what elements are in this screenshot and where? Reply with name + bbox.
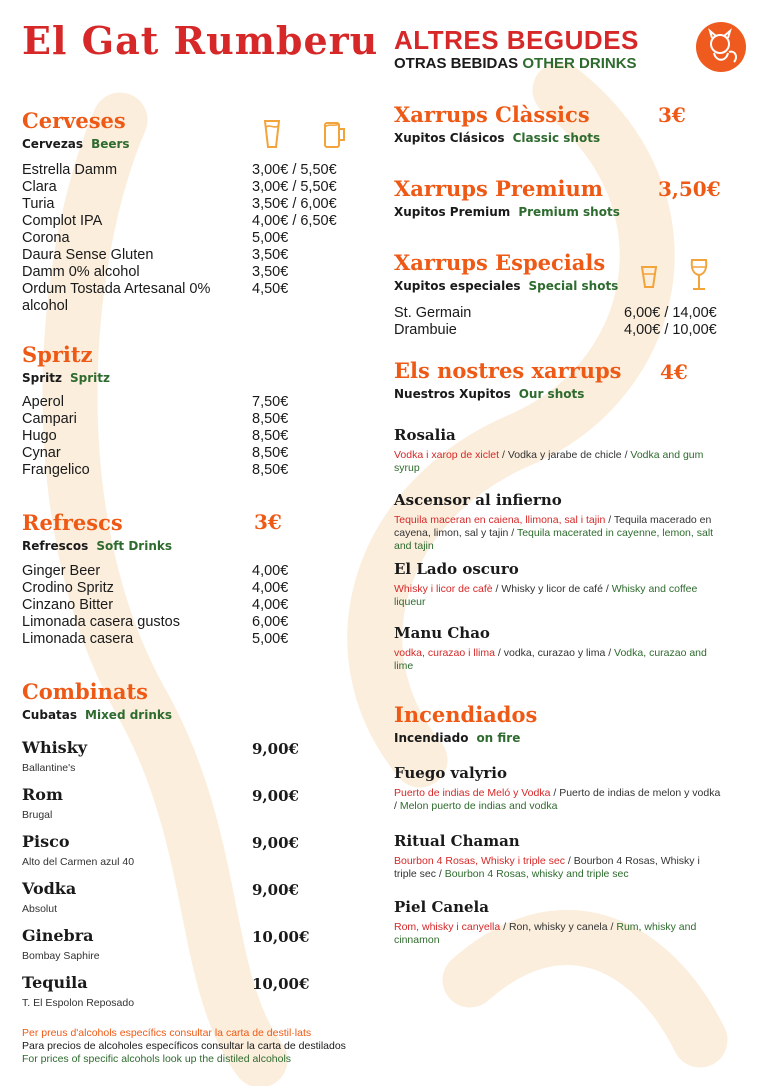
menu-item bbox=[22, 162, 362, 179]
separator: / bbox=[500, 921, 509, 933]
section-title: Incendiados bbox=[394, 702, 538, 727]
section-title: Refrescs bbox=[22, 510, 123, 535]
menu-item bbox=[394, 305, 728, 322]
menu-item-name: Cinzano Bitter bbox=[22, 597, 114, 613]
description-ca: Whisky i licor de cafè bbox=[394, 583, 493, 595]
menu-item-name: Hugo bbox=[22, 428, 57, 444]
menu-item bbox=[22, 230, 362, 247]
section-title: Xarrups Especials bbox=[394, 250, 606, 275]
menu-item-price: 8,50€ bbox=[252, 462, 289, 478]
description-es: Tequila macerado en cayena, limon, sal y tajin bbox=[394, 514, 712, 539]
menu-item-price: 8,50€ bbox=[252, 445, 289, 461]
description-ca: Puerto de indias de Meló y Vodka bbox=[394, 787, 551, 799]
section-subtitle-es: Cubatas bbox=[22, 708, 78, 722]
section-subtitle bbox=[394, 131, 600, 145]
section-title: Xarrups Premium bbox=[394, 176, 604, 201]
menu-item-price: 3,00€ / 5,50€ bbox=[252, 179, 337, 195]
drink-description bbox=[394, 583, 724, 609]
menu-item bbox=[22, 196, 362, 213]
section-especials bbox=[394, 250, 618, 293]
menu-item bbox=[22, 179, 362, 196]
drink-item bbox=[394, 898, 734, 958]
section-subtitle-en: Classic shots bbox=[512, 131, 601, 145]
section-refrescs bbox=[22, 510, 172, 553]
section-subtitle bbox=[394, 279, 618, 293]
section-spritz bbox=[22, 342, 110, 385]
drink-description bbox=[394, 647, 724, 673]
combo-item bbox=[22, 926, 362, 973]
section-cerveses bbox=[22, 108, 130, 151]
separator: / bbox=[564, 855, 574, 867]
description-ca: vodka, curazao i llima bbox=[394, 647, 495, 659]
menu-item bbox=[22, 411, 362, 428]
description-es: Ron, whisky y canela bbox=[508, 921, 608, 933]
section-nostres bbox=[394, 358, 622, 401]
drink-name: El Lado oscuro bbox=[394, 560, 519, 578]
section-subtitle-es: Xupitos especiales bbox=[394, 279, 521, 293]
menu-item-name: Crodino Spritz bbox=[22, 580, 114, 596]
separator: / bbox=[499, 449, 508, 461]
menu-item bbox=[22, 614, 362, 631]
menu-item bbox=[22, 563, 362, 580]
separator: / bbox=[492, 583, 502, 595]
menu-item-price: 4,00€ bbox=[252, 580, 289, 596]
menu-item-price: 4,00€ bbox=[252, 563, 289, 579]
menu-item bbox=[22, 597, 362, 614]
drink-name: Fuego valyrio bbox=[394, 764, 508, 782]
combo-price: 9,00€ bbox=[252, 787, 299, 805]
drink-item bbox=[394, 426, 734, 491]
section-subtitle-es: Cervezas bbox=[22, 137, 84, 151]
combo-price: 9,00€ bbox=[252, 834, 299, 852]
section-subtitle-en: Soft Drinks bbox=[96, 539, 172, 553]
menu-item-price: 3,00€ / 5,50€ bbox=[252, 162, 337, 178]
description-en: Melon puerto de indias and vodka bbox=[399, 800, 558, 812]
especials-list bbox=[394, 305, 728, 339]
combo-item bbox=[22, 973, 362, 1020]
section-premium bbox=[394, 176, 620, 219]
footer-note bbox=[22, 1027, 346, 1066]
menu-item-name: Damm 0% alcohol bbox=[22, 264, 140, 280]
drink-name: Rosalia bbox=[394, 426, 456, 444]
combo-brand: Alto del Carmen azul 40 bbox=[22, 856, 135, 868]
menu-item-name: Daura Sense Gluten bbox=[22, 247, 154, 263]
page-header bbox=[394, 26, 639, 72]
section-classics bbox=[394, 102, 600, 145]
combo-brand: Absolut bbox=[22, 903, 58, 915]
separator: / bbox=[394, 800, 400, 812]
menu-item-name: Drambuie bbox=[394, 322, 457, 338]
section-combinats bbox=[22, 679, 172, 722]
menu-item bbox=[22, 247, 362, 264]
separator: / bbox=[436, 868, 445, 880]
section-subtitle-en: Mixed drinks bbox=[85, 708, 173, 722]
menu-item-price: 3,50€ / 6,00€ bbox=[252, 196, 337, 212]
menu-item-name: Limonada casera gustos bbox=[22, 614, 180, 630]
section-subtitle-en: Our shots bbox=[518, 387, 585, 401]
menu-item-name: Cynar bbox=[22, 445, 61, 461]
drink-name: Ascensor al infierno bbox=[394, 491, 562, 509]
section-subtitle bbox=[22, 137, 130, 151]
section-subtitle bbox=[22, 539, 172, 553]
drink-description bbox=[394, 921, 724, 947]
separator: / bbox=[508, 527, 517, 539]
description-en: Tequila macerated in cayenne, lemon, salt and tajin bbox=[394, 527, 714, 552]
section-title: Cerveses bbox=[22, 108, 126, 133]
section-subtitle bbox=[394, 387, 622, 401]
separator: / bbox=[607, 921, 617, 933]
section-price: 3€ bbox=[254, 510, 282, 534]
menu-item-name: Aperol bbox=[22, 394, 64, 410]
menu-item-price: 6,00€ / 14,00€ bbox=[624, 305, 717, 321]
menu-item-price: 8,50€ bbox=[252, 411, 289, 427]
drink-description bbox=[394, 855, 724, 881]
drink-description bbox=[394, 449, 724, 475]
description-en: Bourbon 4 Rosas, whisky and triple sec bbox=[444, 868, 629, 880]
separator: / bbox=[621, 449, 631, 461]
drink-name: Ritual Chaman bbox=[394, 832, 520, 850]
drink-item bbox=[394, 624, 734, 684]
description-ca: Bourbon 4 Rosas, Whisky i triple sec bbox=[394, 855, 565, 867]
description-es: Puerto de indias de melon y vodka bbox=[559, 787, 721, 799]
section-title: Els nostres xarrups bbox=[394, 358, 622, 383]
combo-brand: Bombay Saphire bbox=[22, 950, 100, 962]
page-title: ALTRES BEGUDES bbox=[394, 25, 639, 55]
drink-item bbox=[394, 832, 734, 898]
description-ca: Rom, whisky i canyella bbox=[394, 921, 501, 933]
combo-item bbox=[22, 879, 362, 926]
menu-item bbox=[22, 264, 362, 281]
drink-name: Piel Canela bbox=[394, 898, 489, 916]
page-subtitle-en: OTHER DRINKS bbox=[522, 55, 637, 72]
combinats-list bbox=[22, 738, 362, 1020]
menu-item-price: 6,00€ bbox=[252, 614, 289, 630]
menu-item-name: Frangelico bbox=[22, 462, 90, 478]
menu-item bbox=[394, 322, 728, 339]
menu-item bbox=[22, 281, 362, 315]
shot-glass-icon bbox=[640, 264, 658, 290]
cerveses-list bbox=[22, 162, 362, 315]
menu-item-name: Limonada casera bbox=[22, 631, 134, 647]
combo-price: 10,00€ bbox=[252, 975, 310, 993]
description-ca: Vodka i xarop de xiclet bbox=[394, 449, 500, 461]
combo-name: Tequila bbox=[22, 973, 88, 992]
menu-item-name: Ordum Tostada Artesanal 0% alcohol bbox=[22, 281, 211, 314]
combo-name: Rom bbox=[22, 785, 63, 804]
menu-item-price: 7,50€ bbox=[252, 394, 289, 410]
beer-mug-icon bbox=[322, 118, 348, 150]
description-en: Rum, whisky and cinnamon bbox=[394, 921, 697, 946]
menu-item bbox=[22, 213, 362, 230]
incendiados-list bbox=[394, 764, 734, 958]
combo-price: 9,00€ bbox=[252, 740, 299, 758]
drink-description bbox=[394, 514, 724, 553]
menu-item-price: 5,00€ bbox=[252, 631, 289, 647]
combo-item bbox=[22, 785, 362, 832]
combo-item bbox=[22, 832, 362, 879]
drink-item bbox=[394, 560, 734, 624]
footer-note-en: For prices of specific alcohols look up the distiled alcohols bbox=[22, 1053, 292, 1065]
drink-item bbox=[394, 491, 734, 560]
spritz-list bbox=[22, 394, 362, 479]
footer-note-es: Para precios de alcoholes específicos consultar la carta de destilados bbox=[22, 1040, 346, 1052]
menu-item-price: 5,00€ bbox=[252, 230, 289, 246]
section-subtitle-es: Xupitos Premium bbox=[394, 205, 511, 219]
description-en: Whisky and coffee liqueur bbox=[394, 583, 698, 608]
menu-item-name: Corona bbox=[22, 230, 70, 246]
section-price: 4€ bbox=[660, 360, 688, 384]
menu-item-name: Campari bbox=[22, 411, 77, 427]
combo-brand: Brugal bbox=[22, 809, 53, 821]
menu-item bbox=[22, 445, 362, 462]
combo-name: Ginebra bbox=[22, 926, 94, 945]
page-subtitle bbox=[394, 55, 639, 72]
section-subtitle-en: Special shots bbox=[528, 279, 619, 293]
menu-item-price: 3,50€ bbox=[252, 247, 289, 263]
page-subtitle-es: OTRAS BEBIDAS bbox=[394, 55, 519, 72]
menu-item-name: St. Germain bbox=[394, 305, 472, 321]
separator: / bbox=[605, 647, 615, 659]
section-title: Xarrups Clàssics bbox=[394, 102, 590, 127]
menu-item bbox=[22, 580, 362, 597]
combo-item bbox=[22, 738, 362, 785]
menu-item bbox=[22, 394, 362, 411]
description-ca: Tequila maceran en caiena, llimona, sal i tajin bbox=[394, 514, 606, 526]
description-es: vodka, curazao y lima bbox=[503, 647, 606, 659]
separator: / bbox=[550, 787, 560, 799]
beer-glass-icon bbox=[262, 118, 282, 150]
menu-item-name: Turia bbox=[22, 196, 55, 212]
separator: / bbox=[602, 583, 612, 595]
menu-item bbox=[22, 631, 362, 648]
combo-price: 10,00€ bbox=[252, 928, 310, 946]
section-subtitle-es: Xupitos Clásicos bbox=[394, 131, 505, 145]
menu-item bbox=[22, 462, 362, 479]
brand-logo-text: El Gat Rumberu bbox=[22, 18, 379, 63]
drink-description bbox=[394, 787, 724, 813]
section-subtitle-es: Incendiado bbox=[394, 731, 469, 745]
section-subtitle-en: Beers bbox=[91, 137, 130, 151]
combo-brand: Ballantine's bbox=[22, 762, 76, 774]
combo-name: Vodka bbox=[22, 879, 77, 898]
section-subtitle-en: on fire bbox=[476, 731, 521, 745]
section-subtitle-es: Nuestros Xupitos bbox=[394, 387, 511, 401]
combo-name: Pisco bbox=[22, 832, 70, 851]
menu-item-name: Ginger Beer bbox=[22, 563, 101, 579]
menu-item-price: 4,00€ / 10,00€ bbox=[624, 322, 717, 338]
combo-name: Whisky bbox=[22, 738, 88, 757]
description-en: Vodka, curazao and lime bbox=[394, 647, 707, 672]
section-subtitle bbox=[394, 205, 620, 219]
section-subtitle-en: Spritz bbox=[69, 371, 110, 385]
menu-item-name: Estrella Damm bbox=[22, 162, 118, 178]
wine-glass-icon bbox=[688, 258, 710, 292]
footer-note-ca: Per preus d'alcohols específics consultar la carta de destil·lats bbox=[22, 1027, 312, 1039]
drink-item bbox=[394, 764, 734, 832]
section-subtitle-es: Refrescos bbox=[22, 539, 89, 553]
cat-logo-icon bbox=[696, 22, 746, 72]
menu-item-name: Complot IPA bbox=[22, 213, 103, 229]
description-es: Bourbon 4 Rosas, Whisky i triple sec bbox=[394, 855, 700, 880]
refrescs-list bbox=[22, 563, 362, 648]
separator: / bbox=[494, 647, 504, 659]
menu-item-price: 3,50€ bbox=[252, 264, 289, 280]
section-subtitle bbox=[22, 708, 172, 722]
description-es: Vodka y jarabe de chicle bbox=[507, 449, 622, 461]
section-price: 3,50€ bbox=[658, 177, 721, 201]
section-subtitle bbox=[22, 371, 110, 385]
section-subtitle-es: Spritz bbox=[22, 371, 62, 385]
menu-item-name: Clara bbox=[22, 179, 57, 195]
menu-item-price: 4,00€ bbox=[252, 597, 289, 613]
section-price: 3€ bbox=[658, 103, 686, 127]
combo-brand: T. El Espolon Reposado bbox=[22, 997, 135, 1009]
description-es: Whisky y licor de café bbox=[501, 583, 603, 595]
menu-item-price: 4,00€ / 6,50€ bbox=[252, 213, 337, 229]
combo-price: 9,00€ bbox=[252, 881, 299, 899]
section-subtitle bbox=[394, 731, 537, 745]
section-title: Spritz bbox=[22, 342, 93, 367]
drink-name: Manu Chao bbox=[394, 624, 490, 642]
section-subtitle-en: Premium shots bbox=[518, 205, 620, 219]
description-en: Vodka and gum syrup bbox=[394, 449, 704, 474]
nostres-list bbox=[394, 426, 734, 684]
section-incendiados bbox=[394, 702, 537, 745]
menu-item-price: 4,50€ bbox=[252, 281, 289, 297]
menu-item-price: 8,50€ bbox=[252, 428, 289, 444]
menu-item bbox=[22, 428, 362, 445]
section-title: Combinats bbox=[22, 679, 148, 704]
separator: / bbox=[605, 514, 614, 526]
